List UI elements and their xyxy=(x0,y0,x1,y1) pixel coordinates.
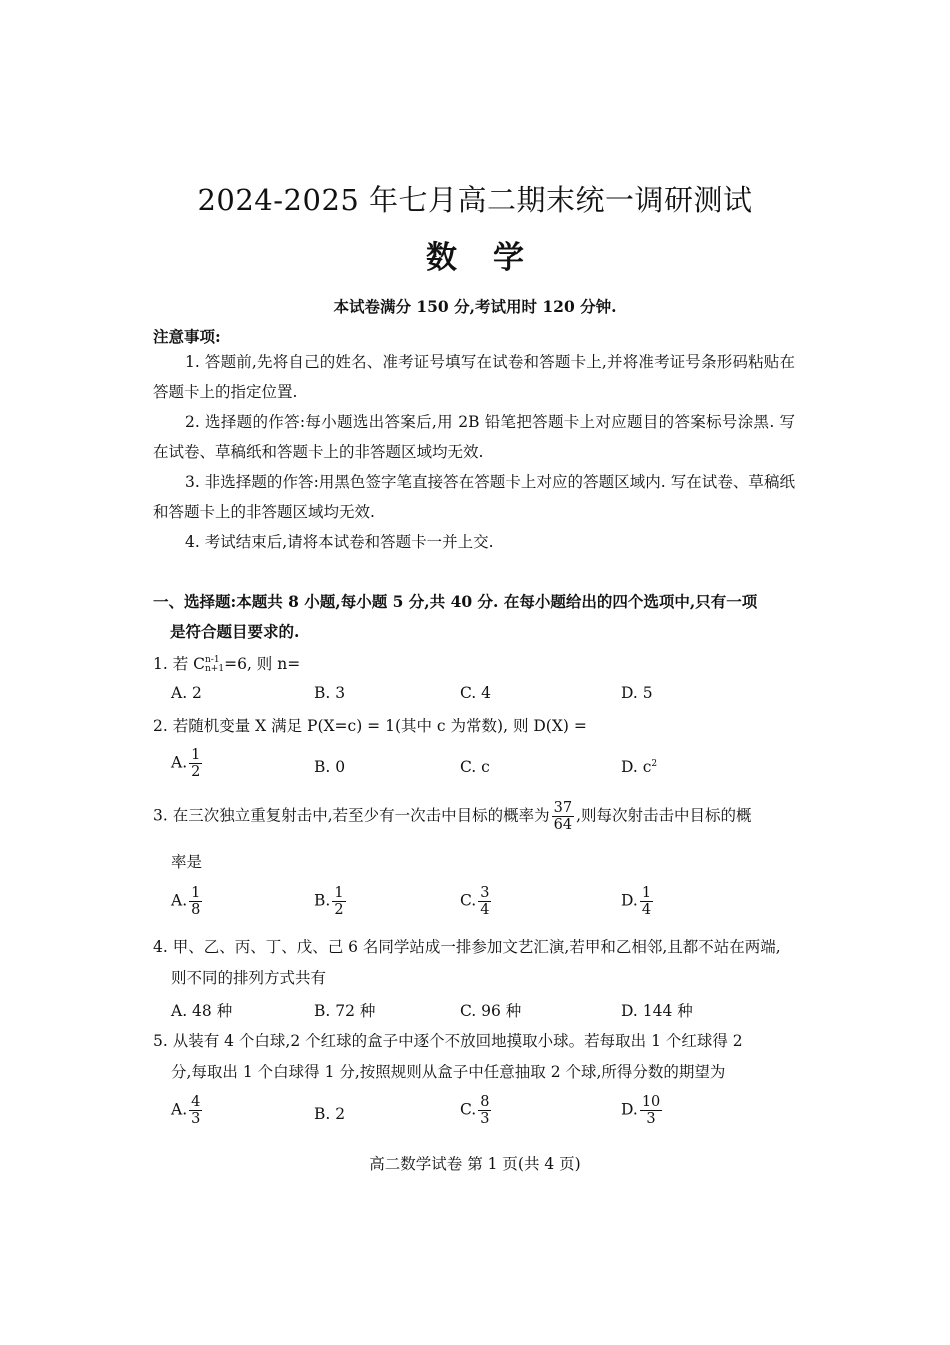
q3-stem-post: ,则每次射击击中目标的概 xyxy=(576,806,752,825)
notice-heading: 注意事项: xyxy=(153,327,221,346)
q4-option-d: D. 144 种 xyxy=(621,1002,693,1020)
notice-item-4: 4. 考试结束后,请将本试卷和答题卡一并上交. xyxy=(185,533,494,551)
q2-option-a: A. $\frac{1}{2}$ xyxy=(171,747,201,780)
page-footer: 高二数学试卷 第 1 页(共 4 页) xyxy=(369,1155,581,1173)
q2-a-den: 2 xyxy=(191,764,201,780)
q2-option-c: C. c xyxy=(460,758,490,776)
q2-d-sup: 2 xyxy=(651,758,658,769)
q5-option-d: D. $\frac{10}{3}$ xyxy=(621,1094,661,1127)
question-3 xyxy=(153,800,803,833)
q1-prefix: 1. 若 C xyxy=(153,655,206,673)
q3-option-a: A. $\frac{1}{8}$ xyxy=(171,885,201,918)
q5-option-b: B. 2 xyxy=(314,1105,346,1123)
q2-option-d: D. $c^2$ xyxy=(621,758,658,776)
question-2: 2. 若随机变量 X 满足 P(X=c) = 1(其中 c 为常数), 则 D(X) = xyxy=(153,717,587,735)
section-line-2: 是符合题目要求的. xyxy=(170,622,300,641)
q3-num: 37 xyxy=(553,800,573,816)
question-4: 4. 甲、乙、丙、丁、戊、己 6 名同学站成一排参加文艺汇演,若甲和乙相邻,且都不站在两端, xyxy=(153,938,781,956)
q1-option-b: B. 3 xyxy=(314,684,346,702)
q4-option-b: B. 72 种 xyxy=(314,1002,376,1020)
q2-option-b: B. 0 xyxy=(314,758,346,776)
notice-item-2: 2. 选择题的作答:每小题选出答案后,用 2B 铅笔把答题卡上对应题目的答案标号涂黑. 写在试卷、草稿纸和答题卡上的非答题区域均无效. xyxy=(153,413,795,461)
q3-option-c: C. $\frac{3}{4}$ xyxy=(460,885,490,918)
exam-title: 2024-2025 年七月高二期末统一调研测试 xyxy=(197,183,753,217)
q3-line-2: 率是 xyxy=(171,853,203,871)
exam-info: 本试卷满分 150 分,考试用时 120 分钟. xyxy=(333,297,617,316)
q1-suffix: =6, 则 n= xyxy=(224,655,301,673)
q1-option-a: A. 2 xyxy=(171,684,202,702)
question-1 xyxy=(153,650,803,678)
q1-sub: n+1 xyxy=(205,664,225,674)
q5-option-c: C. $\frac{8}{3}$ xyxy=(460,1094,490,1127)
q4-option-c: C. 96 种 xyxy=(460,1002,522,1020)
question-5: 5. 从装有 4 个白球,2 个红球的盒子中逐个不放回地摸取小球。若每取出 1 个红球得 2 xyxy=(153,1032,743,1050)
section-line-1: 一、选择题:本题共 8 小题,每小题 5 分,共 40 分. 在每小题给出的四个选项中,只有一项 xyxy=(153,592,758,611)
q3-option-d: D. $\frac{1}{4}$ xyxy=(621,885,652,918)
q5-option-a: A. $\frac{4}{3}$ xyxy=(171,1094,201,1127)
q2-a-num: 1 xyxy=(191,747,201,763)
q1-option-d: D. 5 xyxy=(621,684,653,702)
notice-item-1: 1. 答题前,先将自己的姓名、准考证号填写在试卷和答题卡上,并将准考证号条形码粘贴在答题卡上的指定位置. xyxy=(153,353,795,401)
q3-den: 64 xyxy=(553,817,573,833)
section-heading xyxy=(153,587,798,647)
notice-item-3: 3. 非选择题的作答:用黑色签字笔直接答在答题卡上对应的答题区域内. 写在试卷、草稿纸和答题卡上的非答题区域均无效. xyxy=(153,473,795,521)
q1-option-c: C. 4 xyxy=(460,684,492,702)
q3-stem-pre: 3. 在三次独立重复射击中,若至少有一次击中目标的概率为 xyxy=(153,806,550,825)
q5-line-2: 分,每取出 1 个白球得 1 分,按照规则从盒子中任意抽取 2 个球,所得分数的期望为 xyxy=(171,1063,726,1081)
q1-sup: n-1 xyxy=(205,655,220,665)
q4-line-2: 则不同的排列方式共有 xyxy=(171,969,327,987)
subject-title: 数学 xyxy=(426,240,560,276)
q4-option-a: A. 48 种 xyxy=(171,1002,233,1020)
q3-option-b: B. $\frac{1}{2}$ xyxy=(314,885,344,918)
